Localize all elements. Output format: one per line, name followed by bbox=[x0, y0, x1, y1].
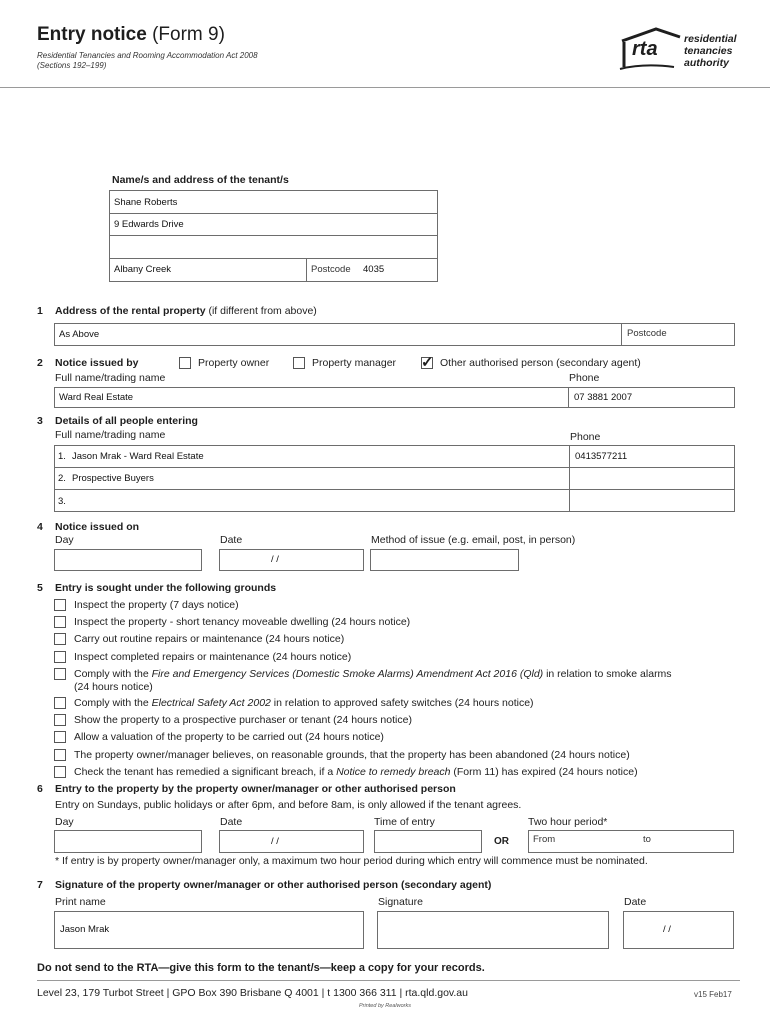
section-6-number: 6 bbox=[37, 783, 43, 795]
section-1-heading-text: Address of the rental property bbox=[55, 305, 206, 317]
ground-4-checkbox[interactable] bbox=[54, 651, 66, 663]
rental-postcode-divider bbox=[621, 323, 622, 346]
notice-date-label: Date bbox=[220, 534, 243, 546]
form-version: v15 Feb17 bbox=[694, 990, 732, 999]
period-from-label: From bbox=[533, 834, 556, 845]
tenant-row-divider bbox=[109, 258, 438, 259]
period-to-label: to bbox=[643, 834, 651, 845]
rta-logo-line-3: authority bbox=[684, 57, 729, 69]
section-1-heading bbox=[55, 305, 317, 317]
section-7-number: 7 bbox=[37, 879, 43, 891]
entry-period-field[interactable] bbox=[528, 830, 734, 853]
or-label: OR bbox=[494, 836, 509, 847]
ground-2-label: Inspect the property - short tenancy moveable dwelling (24 hours notice) bbox=[74, 616, 411, 628]
ground-5-label: Comply with the Fire and Emergency Services (Domestic Smoke Alarms) Amendment Act 2016 (Qld) in relation to smoke alarms bbox=[74, 668, 672, 680]
section-6-footnote: * If entry is by property owner/manager only, a maximum two hour period during which entry will commence must be nominated. bbox=[55, 855, 648, 867]
ground-10-checkbox[interactable] bbox=[54, 766, 66, 778]
form-title-bold: Entry notice bbox=[37, 24, 147, 45]
ground-6-label: Comply with the Electrical Safety Act 2002 in relation to approved safety switches (24 hours notice) bbox=[74, 697, 534, 709]
footer-divider bbox=[37, 980, 740, 981]
rta-logo-line-1: residential bbox=[684, 33, 737, 45]
people-name-label: Full name/trading name bbox=[55, 429, 166, 441]
ground-4-label: Inspect completed repairs or maintenance (24 hours notice) bbox=[74, 651, 352, 663]
ground-8-label: Allow a valuation of the property to be carried out (24 hours notice) bbox=[74, 731, 384, 743]
rta-logo bbox=[614, 25, 739, 75]
rta-logo-line-2: tenancies bbox=[684, 45, 733, 57]
ground-5-label-line-2: (24 hours notice) bbox=[74, 681, 153, 693]
issuer-phone-label: Phone bbox=[569, 372, 600, 384]
footer-address: Level 23, 179 Turbot Street | GPO Box 390 Brisbane Q 4001 | t 1300 366 311 | rta.qld.gov.au bbox=[37, 987, 468, 999]
property-manager-checkbox[interactable] bbox=[293, 357, 305, 369]
property-owner-label: Property owner bbox=[198, 357, 270, 369]
property-manager-label: Property manager bbox=[312, 357, 397, 369]
signature-label: Signature bbox=[378, 896, 423, 908]
people-phone-divider bbox=[569, 445, 570, 512]
form-title-number: (Form 9) bbox=[152, 24, 225, 45]
entry-date-label: Date bbox=[220, 816, 243, 828]
person-2-name-field[interactable]: Prospective Buyers bbox=[72, 473, 154, 484]
issuer-name-field[interactable]: Ward Real Estate bbox=[59, 392, 134, 403]
form-title bbox=[37, 24, 225, 46]
notice-day-label: Day bbox=[55, 534, 74, 546]
people-row-divider bbox=[54, 467, 735, 468]
act-name: Residential Tenancies and Rooming Accommodation Act 2008 bbox=[37, 51, 258, 60]
ground-9-label: The property owner/manager believes, on reasonable grounds, that the property has been abandoned (24 hours notice) bbox=[74, 749, 630, 761]
printed-by: Printed by Realworks bbox=[359, 1003, 411, 1009]
person-1-number: 1. bbox=[58, 451, 66, 462]
section-1-heading-note: (if different from above) bbox=[208, 305, 317, 317]
tenant-heading: Name/s and address of the tenant/s bbox=[112, 174, 289, 186]
issuer-box bbox=[54, 387, 735, 408]
property-owner-checkbox[interactable] bbox=[179, 357, 191, 369]
tenant-row-divider bbox=[109, 235, 438, 236]
ground-1-label: Inspect the property (7 days notice) bbox=[74, 599, 239, 611]
header-divider bbox=[0, 87, 770, 88]
entry-time-label: Time of entry bbox=[374, 816, 435, 828]
rental-postcode-label: Postcode bbox=[627, 328, 667, 339]
act-sections: (Sections 192–199) bbox=[37, 61, 107, 70]
ground-5-checkbox[interactable] bbox=[54, 668, 66, 680]
entry-day-label: Day bbox=[55, 816, 74, 828]
signature-field[interactable] bbox=[377, 911, 609, 949]
person-2-number: 2. bbox=[58, 473, 66, 484]
person-3-number: 3. bbox=[58, 496, 66, 507]
ground-6-checkbox[interactable] bbox=[54, 697, 66, 709]
signature-date-field[interactable] bbox=[623, 911, 734, 949]
entry-day-field[interactable] bbox=[54, 830, 202, 853]
signature-date-label: Date bbox=[624, 896, 647, 908]
tenant-postcode-divider bbox=[306, 258, 307, 282]
entry-time-field[interactable] bbox=[374, 830, 482, 853]
check-mark-icon: ✓ bbox=[421, 354, 434, 371]
ground-3-label: Carry out routine repairs or maintenance (24 hours notice) bbox=[74, 633, 345, 645]
section-5-number: 5 bbox=[37, 582, 43, 594]
section-2-heading: Notice issued by bbox=[55, 357, 139, 369]
section-6-heading: Entry to the property by the property owner/manager or other authorised person bbox=[55, 783, 456, 795]
tenant-postcode-field[interactable]: 4035 bbox=[363, 264, 385, 275]
section-7-heading: Signature of the property owner/manager or other authorised person (secondary agent) bbox=[55, 879, 492, 891]
rental-address-value: As Above bbox=[59, 329, 100, 340]
section-4-number: 4 bbox=[37, 521, 43, 533]
entry-period-label: Two hour period* bbox=[528, 816, 608, 828]
issuer-phone-divider bbox=[568, 387, 569, 408]
section-2-number: 2 bbox=[37, 357, 43, 369]
section-3-heading: Details of all people entering bbox=[55, 415, 198, 427]
section-4-heading: Notice issued on bbox=[55, 521, 140, 533]
section-6-note: Entry on Sundays, public holidays or after 6pm, and before 8am, is only allowed if the tenant agrees. bbox=[55, 799, 522, 811]
section-5-heading: Entry is sought under the following grounds bbox=[55, 582, 277, 594]
ground-9-checkbox[interactable] bbox=[54, 749, 66, 761]
ground-3-checkbox[interactable] bbox=[54, 633, 66, 645]
notice-date-field[interactable] bbox=[219, 549, 364, 571]
notice-day-field[interactable] bbox=[54, 549, 202, 571]
tenant-postcode-label: Postcode bbox=[311, 264, 351, 275]
footer-warning: Do not send to the RTA—give this form to the tenant/s—keep a copy for your records. bbox=[37, 962, 485, 974]
people-phone-label: Phone bbox=[570, 431, 601, 443]
notice-method-field[interactable] bbox=[370, 549, 519, 571]
notice-method-label: Method of issue (e.g. email, post, in person) bbox=[371, 534, 576, 546]
tenant-name-field[interactable]: Shane Roberts bbox=[114, 197, 178, 208]
ground-2-checkbox[interactable] bbox=[54, 616, 66, 628]
entry-date-value: / / bbox=[271, 836, 279, 847]
section-3-number: 3 bbox=[37, 415, 43, 427]
ground-8-checkbox[interactable] bbox=[54, 731, 66, 743]
issuer-name-label: Full name/trading name bbox=[55, 372, 166, 384]
signature-date-value: / / bbox=[663, 924, 671, 935]
ground-7-checkbox[interactable] bbox=[54, 714, 66, 726]
tenant-row-divider bbox=[109, 213, 438, 214]
other-authorised-label: Other authorised person (secondary agent) bbox=[440, 357, 641, 369]
tenant-street-field[interactable]: 9 Edwards Drive bbox=[114, 219, 184, 230]
print-name-value: Jason Mrak bbox=[60, 924, 110, 935]
person-1-phone-field[interactable]: 0413577211 bbox=[575, 451, 628, 462]
print-name-label: Print name bbox=[55, 896, 106, 908]
rta-logo-mark: rta bbox=[632, 38, 658, 60]
notice-date-value: / / bbox=[271, 554, 279, 565]
ground-10-label: Check the tenant has remedied a significant breach, if a Notice to remedy breach (Form 11) has expired (24 hours notice) bbox=[74, 766, 638, 778]
section-1-number: 1 bbox=[37, 305, 43, 317]
issuer-phone-field[interactable]: 07 3881 2007 bbox=[574, 392, 633, 403]
tenant-suburb-field[interactable]: Albany Creek bbox=[114, 264, 172, 275]
entry-date-field[interactable] bbox=[219, 830, 364, 853]
ground-7-label: Show the property to a prospective purchaser or tenant (24 hours notice) bbox=[74, 714, 412, 726]
person-1-name-field[interactable]: Jason Mrak - Ward Real Estate bbox=[72, 451, 204, 462]
ground-1-checkbox[interactable] bbox=[54, 599, 66, 611]
people-row-divider bbox=[54, 489, 735, 490]
